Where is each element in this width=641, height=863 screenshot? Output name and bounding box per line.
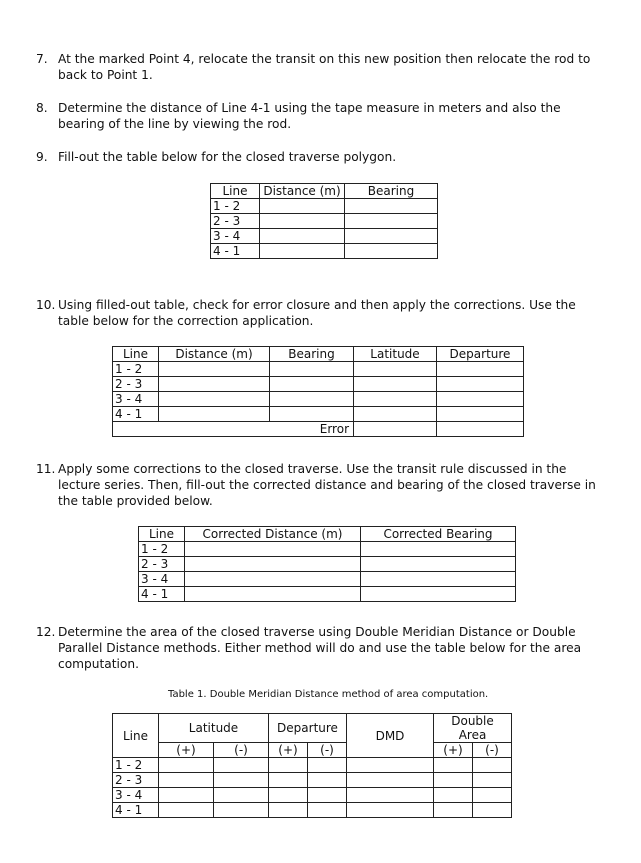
- cell[interactable]: [361, 542, 516, 557]
- bearing-cell[interactable]: [345, 214, 438, 229]
- bearing-cell[interactable]: [345, 229, 438, 244]
- departure-plus: (+): [269, 743, 308, 758]
- cell[interactable]: [354, 392, 437, 407]
- cell[interactable]: [437, 377, 524, 392]
- line-cell: 1 - 2: [211, 199, 260, 214]
- item-8: [36, 100, 606, 132]
- line-cell: 2 - 3: [113, 377, 159, 392]
- cell[interactable]: [308, 758, 347, 773]
- item-text: Using filled-out table, check for error closure and then apply the corrections. Use the table below for the correction application.: [58, 298, 576, 328]
- corrected-table: [138, 526, 516, 602]
- col-header: Distance (m): [260, 184, 345, 199]
- item-number: 9.: [36, 150, 48, 164]
- cell[interactable]: [159, 758, 214, 773]
- line-cell: 1 - 2: [113, 362, 159, 377]
- cell[interactable]: [270, 377, 354, 392]
- cell[interactable]: [269, 803, 308, 818]
- item-text: Determine the distance of Line 4-1 using the tape measure in meters and also the bearing of the line by viewing the rod.: [58, 101, 561, 131]
- cell[interactable]: [437, 407, 524, 422]
- cell[interactable]: [269, 788, 308, 803]
- cell[interactable]: [185, 542, 361, 557]
- item-text: Determine the area of the closed traverse using Double Meridian Distance or Double Parallel Distance methods. Either method will do and use the table below for the area computation.: [58, 625, 582, 671]
- table-row: [113, 392, 524, 407]
- table-row: [113, 773, 512, 788]
- col-header: Corrected Bearing: [361, 527, 516, 542]
- item-7: [36, 51, 606, 83]
- cell[interactable]: [361, 587, 516, 602]
- line-cell: 3 - 4: [211, 229, 260, 244]
- line-cell: 1 - 2: [113, 758, 159, 773]
- distance-cell[interactable]: [260, 199, 345, 214]
- cell[interactable]: [185, 572, 361, 587]
- table-row: [113, 803, 512, 818]
- table-row: [211, 244, 438, 259]
- cell[interactable]: [159, 377, 270, 392]
- cell[interactable]: [308, 803, 347, 818]
- cell[interactable]: [159, 362, 270, 377]
- col-header: Bearing: [270, 347, 354, 362]
- table-row: [211, 214, 438, 229]
- line-cell: 4 - 1: [113, 407, 159, 422]
- item-text: Fill-out the table below for the closed traverse polygon.: [58, 150, 397, 164]
- cell[interactable]: [347, 773, 434, 788]
- item-number: 12.: [36, 625, 56, 639]
- cell[interactable]: [159, 392, 270, 407]
- double-area-minus: (-): [473, 743, 512, 758]
- cell[interactable]: [270, 407, 354, 422]
- item-number: 10.: [36, 298, 56, 312]
- cell[interactable]: [185, 587, 361, 602]
- table-row: [139, 542, 516, 557]
- item-9: [36, 149, 606, 165]
- departure-minus: (-): [308, 743, 347, 758]
- cell[interactable]: [437, 362, 524, 377]
- cell[interactable]: [308, 788, 347, 803]
- bearing-cell[interactable]: [345, 244, 438, 259]
- cell[interactable]: [269, 758, 308, 773]
- col-header: Corrected Distance (m): [185, 527, 361, 542]
- item-number: 7.: [36, 52, 48, 66]
- distance-cell[interactable]: [260, 229, 345, 244]
- item-12: [36, 624, 606, 672]
- error-departure-cell[interactable]: [437, 422, 524, 437]
- traverse-table: [210, 183, 438, 259]
- cell[interactable]: [473, 758, 512, 773]
- col-header: Line: [113, 347, 159, 362]
- col-header: Line: [139, 527, 185, 542]
- cell[interactable]: [354, 407, 437, 422]
- col-header: Bearing: [345, 184, 438, 199]
- line-cell: 1 - 2: [139, 542, 185, 557]
- distance-cell[interactable]: [260, 244, 345, 259]
- latitude-header: Latitude: [159, 714, 269, 743]
- double-area-plus: (+): [434, 743, 473, 758]
- cell[interactable]: [214, 773, 269, 788]
- cell[interactable]: [434, 803, 473, 818]
- line-cell: 3 - 4: [139, 572, 185, 587]
- cell[interactable]: [347, 758, 434, 773]
- table-row: [139, 587, 516, 602]
- cell[interactable]: [308, 773, 347, 788]
- col-header: Latitude: [354, 347, 437, 362]
- cell[interactable]: [347, 803, 434, 818]
- cell[interactable]: [270, 392, 354, 407]
- cell[interactable]: [437, 392, 524, 407]
- cell[interactable]: [361, 557, 516, 572]
- cell[interactable]: [361, 572, 516, 587]
- error-label: Error: [113, 422, 354, 437]
- departure-header: Departure: [269, 714, 347, 743]
- cell[interactable]: [434, 773, 473, 788]
- cell[interactable]: [214, 803, 269, 818]
- item-11: [36, 461, 606, 509]
- table-row: [139, 557, 516, 572]
- cell[interactable]: [347, 788, 434, 803]
- cell[interactable]: [159, 407, 270, 422]
- cell[interactable]: [269, 773, 308, 788]
- line-cell: 4 - 1: [139, 587, 185, 602]
- table-caption: Table 1. Double Meridian Distance method of area computation.: [168, 689, 489, 700]
- error-row: [113, 422, 524, 437]
- table-row: [113, 758, 512, 773]
- cell[interactable]: [354, 377, 437, 392]
- line-cell: 2 - 3: [211, 214, 260, 229]
- table-row: [113, 362, 524, 377]
- item-text: At the marked Point 4, relocate the transit on this new position then relocate the rod to back to Point 1.: [58, 52, 591, 82]
- cell[interactable]: [185, 557, 361, 572]
- col-header: Line: [113, 714, 159, 758]
- item-number: 8.: [36, 101, 48, 115]
- line-cell: 4 - 1: [211, 244, 260, 259]
- table-row: [113, 788, 512, 803]
- line-cell: 4 - 1: [113, 803, 159, 818]
- line-cell: 3 - 4: [113, 788, 159, 803]
- cell[interactable]: [214, 788, 269, 803]
- latitude-plus: (+): [159, 743, 214, 758]
- dmd-header: DMD: [347, 714, 434, 758]
- cell[interactable]: [159, 788, 214, 803]
- col-header: Distance (m): [159, 347, 270, 362]
- error-latitude-cell[interactable]: [354, 422, 437, 437]
- latitude-minus: (-): [214, 743, 269, 758]
- table-row: [113, 407, 524, 422]
- item-number: 11.: [36, 462, 56, 476]
- table-row: [211, 199, 438, 214]
- item-text: Apply some corrections to the closed traverse. Use the transit rule discussed in the lecture series. Then, fill-out the corrected distance and bearing of the closed traverse in the table provided below.: [58, 462, 596, 508]
- cell[interactable]: [434, 758, 473, 773]
- cell[interactable]: [434, 788, 473, 803]
- cell[interactable]: [159, 773, 214, 788]
- table-row: [139, 572, 516, 587]
- cell[interactable]: [354, 362, 437, 377]
- line-cell: 2 - 3: [113, 773, 159, 788]
- col-header: Departure: [437, 347, 524, 362]
- bearing-cell[interactable]: [345, 199, 438, 214]
- table-row: [113, 377, 524, 392]
- cell[interactable]: [473, 773, 512, 788]
- col-header: Line: [211, 184, 260, 199]
- item-10: [36, 297, 606, 329]
- double-area-header: Double Area: [434, 714, 512, 743]
- cell[interactable]: [270, 362, 354, 377]
- cell[interactable]: [214, 758, 269, 773]
- correction-table: [112, 346, 524, 437]
- line-cell: 2 - 3: [139, 557, 185, 572]
- cell[interactable]: [473, 803, 512, 818]
- cell[interactable]: [473, 788, 512, 803]
- line-cell: 3 - 4: [113, 392, 159, 407]
- distance-cell[interactable]: [260, 214, 345, 229]
- cell[interactable]: [159, 803, 214, 818]
- table-row: [211, 229, 438, 244]
- dmd-table: [112, 713, 512, 818]
